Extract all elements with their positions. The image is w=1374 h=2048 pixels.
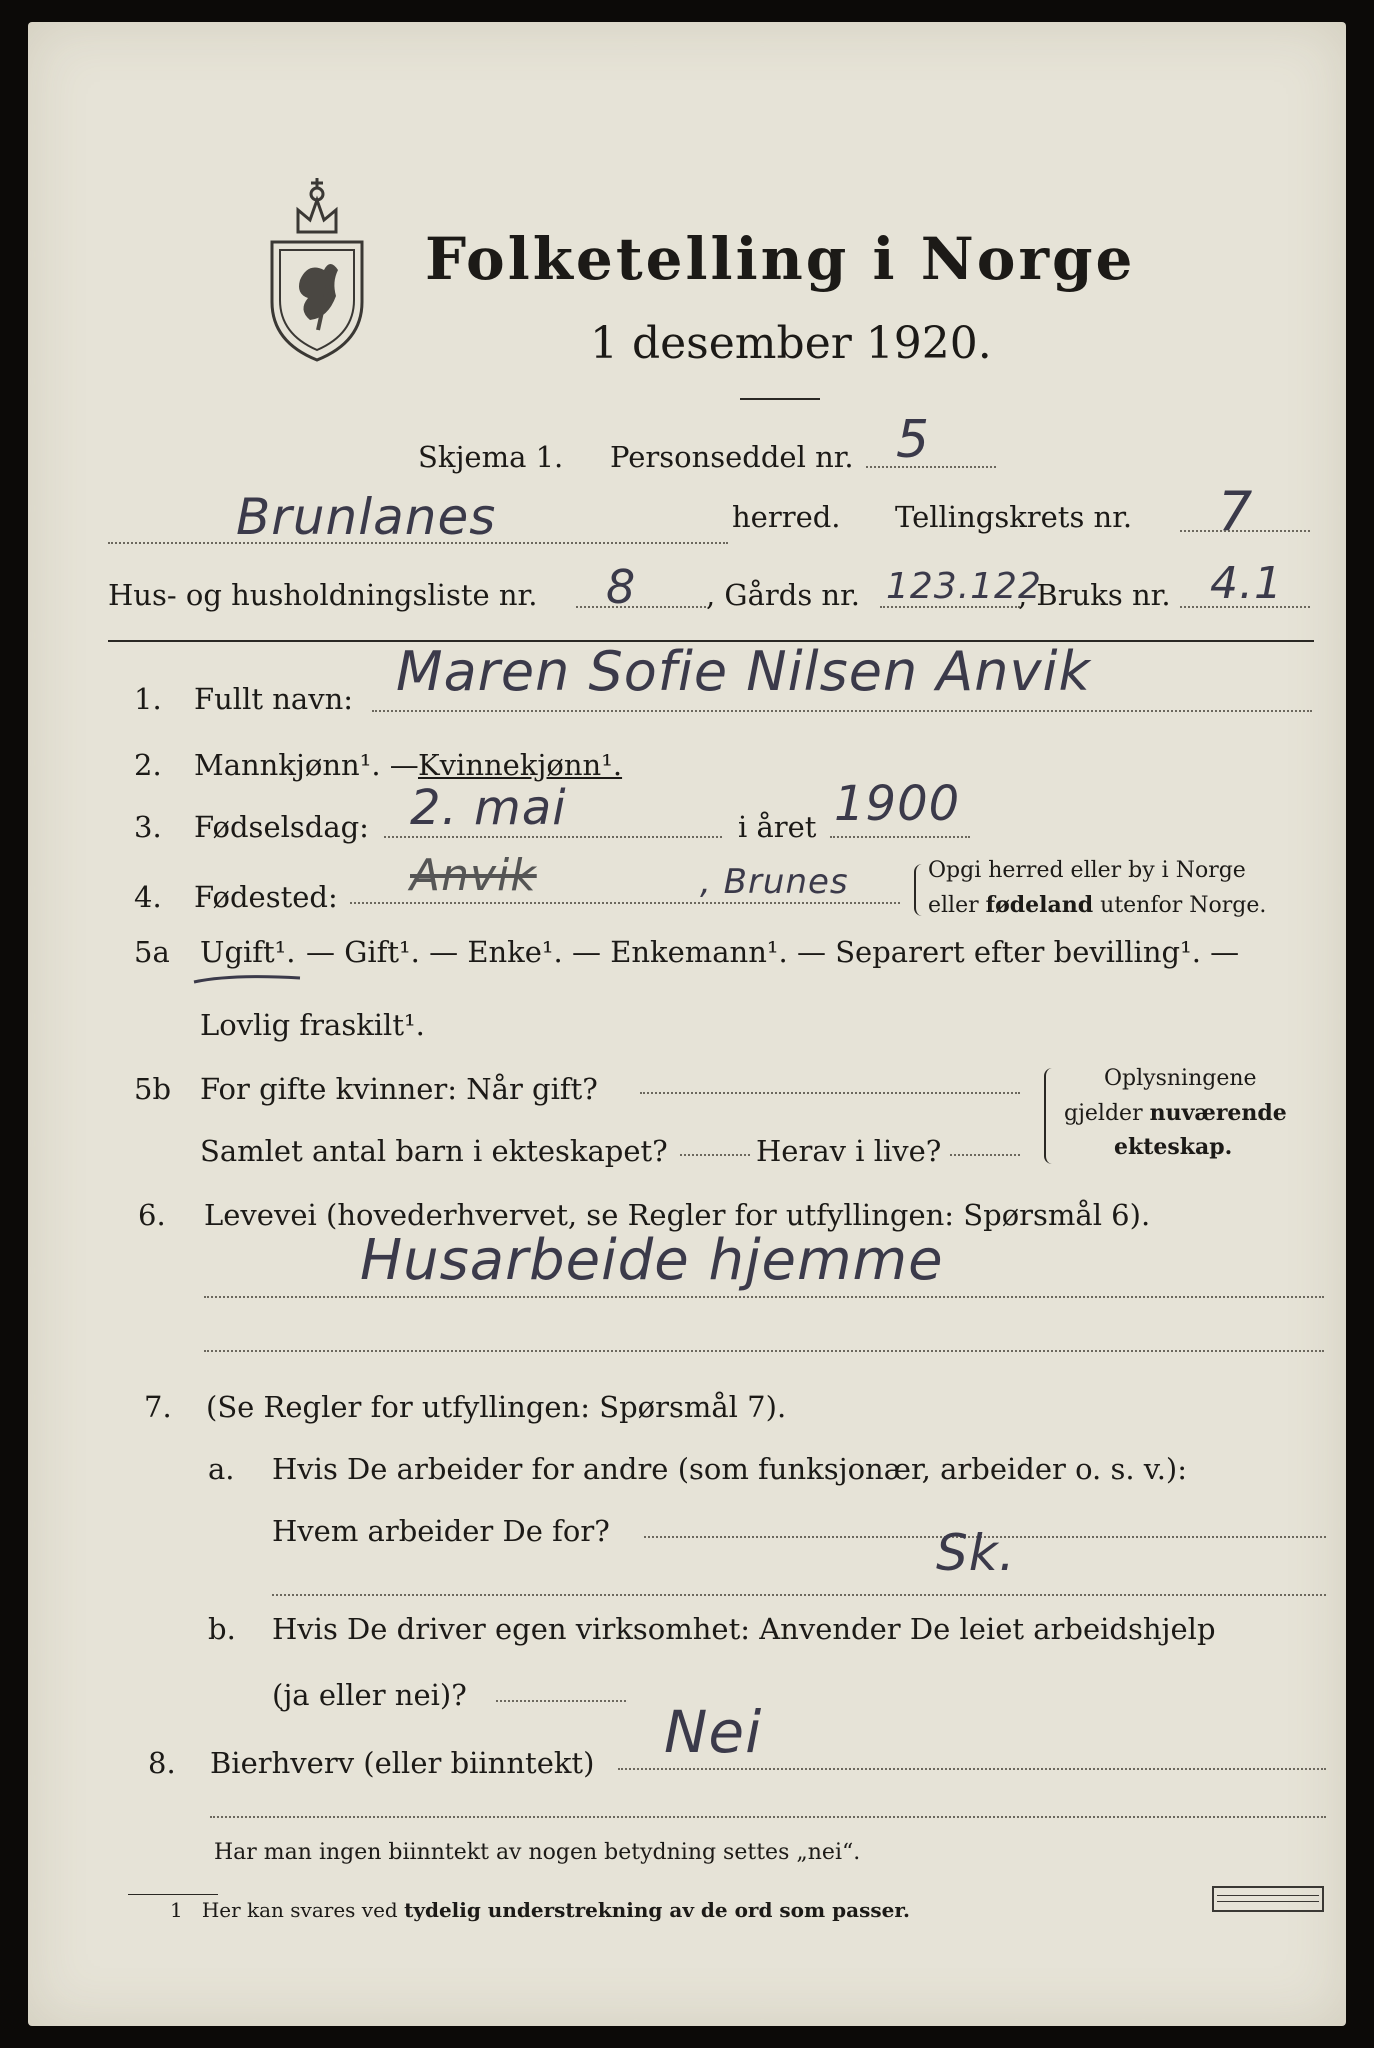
q7a-field-line-2 bbox=[272, 1594, 1326, 1596]
q5b-note-line2 bbox=[1064, 1100, 1287, 1126]
q7b-field-line bbox=[496, 1700, 626, 1702]
gards-label: , Gårds nr. bbox=[706, 578, 860, 612]
q4-note-emphasis: fødeland bbox=[985, 892, 1094, 918]
q2-female: Kvinnekjønn¹. bbox=[418, 748, 623, 782]
q2-male: Mannkjønn¹. — bbox=[194, 748, 419, 782]
q4-note-text: eller bbox=[928, 893, 979, 918]
q3-value: 2. mai bbox=[410, 780, 567, 836]
q4-brace bbox=[914, 864, 924, 916]
q4-field-line bbox=[350, 902, 900, 904]
note-nei: Har man ingen biinntekt av nogen betydning settes „nei“. bbox=[214, 1840, 861, 1865]
q4-number: 4. bbox=[134, 880, 162, 914]
q3-number: 3. bbox=[134, 810, 162, 844]
q8-value: Nei bbox=[664, 1698, 763, 1766]
footnote-text: Her kan svares ved bbox=[201, 1898, 398, 1922]
skjema-label: Skjema 1. bbox=[418, 440, 564, 474]
hus-label: Hus- og husholdningsliste nr. bbox=[108, 578, 538, 612]
footnote bbox=[170, 1898, 910, 1922]
footnote-number: 1 bbox=[170, 1898, 183, 1922]
footnote-rule bbox=[128, 1894, 218, 1895]
q5b-note-line1: Oplysningene bbox=[1104, 1066, 1257, 1091]
coat-of-arms-icon bbox=[258, 170, 376, 366]
q7-number: 7. bbox=[144, 1390, 172, 1424]
q1-label: Fullt navn: bbox=[194, 682, 354, 716]
q8-label: Bierhverv (eller biinntekt) bbox=[210, 1746, 595, 1780]
q5a-underline-mark bbox=[192, 972, 304, 986]
q7a-text: Hvis De arbeider for andre (som funksjonær, arbeider o. s. v.): bbox=[272, 1452, 1188, 1486]
personseddel-field-line bbox=[866, 466, 996, 468]
q4-struck-value: Anvik bbox=[410, 850, 537, 901]
q3-year-label: i året bbox=[738, 810, 817, 844]
q4-value: , Brunes bbox=[700, 862, 849, 902]
q7a-letter: a. bbox=[208, 1452, 235, 1486]
q5a-number: 5a bbox=[134, 935, 170, 969]
q5b-line2: Samlet antal barn i ekteskapet? bbox=[200, 1134, 668, 1168]
q7b-line2: (ja eller nei)? bbox=[272, 1678, 467, 1712]
q6-text: Levevei (hovederhvervet, se Regler for utfyllingen: Spørsmål 6). bbox=[204, 1198, 1151, 1232]
q4-note-line2 bbox=[928, 892, 1266, 918]
census-date: 1 desember 1920. bbox=[590, 318, 992, 369]
footnote-emphasis: tydelig understrekning av de ord som passer. bbox=[404, 1898, 910, 1922]
q6-number: 6. bbox=[138, 1198, 166, 1232]
q3-field-line bbox=[384, 836, 722, 838]
hus-value: 8 bbox=[606, 560, 637, 614]
title-divider bbox=[740, 398, 820, 400]
q7a-value: Sk. bbox=[936, 1524, 1016, 1582]
hus-field-line bbox=[576, 606, 706, 608]
q8-field-line-2 bbox=[210, 1816, 1326, 1818]
q4-label: Fødested: bbox=[194, 880, 338, 914]
q4-note-line1: Opgi herred eller by i Norge bbox=[928, 858, 1246, 883]
q8-number: 8. bbox=[148, 1746, 176, 1780]
q5b-alive-field-line bbox=[950, 1154, 1020, 1156]
bruks-value: 4.1 bbox=[1210, 558, 1283, 609]
personseddel-label: Personseddel nr. bbox=[610, 440, 854, 474]
tellingskrets-label: Tellingskrets nr. bbox=[895, 500, 1133, 534]
q5b-children-field-line bbox=[680, 1154, 750, 1156]
q5b-alive-label: Herav i live? bbox=[756, 1134, 942, 1168]
gards-value: 123.122 bbox=[886, 566, 1042, 607]
q5b-brace bbox=[1044, 1068, 1056, 1164]
q7b-letter: b. bbox=[208, 1612, 236, 1646]
printer-stamp bbox=[1212, 1886, 1324, 1912]
q7-text: (Se Regler for utfyllingen: Spørsmål 7). bbox=[206, 1390, 787, 1424]
q7a-line2: Hvem arbeider De for? bbox=[272, 1514, 610, 1548]
q8-field-line bbox=[618, 1768, 1326, 1770]
q6-field-line bbox=[204, 1296, 1324, 1298]
bruks-label: , Bruks nr. bbox=[1018, 578, 1171, 612]
q5b-married-field-line bbox=[640, 1092, 1020, 1094]
personseddel-value: 5 bbox=[896, 410, 931, 470]
q3-label: Fødselsdag: bbox=[194, 810, 369, 844]
q5a-line2: Lovlig fraskilt¹. bbox=[200, 1008, 425, 1042]
q6-value: Husarbeide hjemme bbox=[360, 1228, 944, 1293]
q5b-note-line3: ekteskap. bbox=[1114, 1134, 1233, 1160]
tellingskrets-value: 7 bbox=[1218, 480, 1254, 543]
q1-field-line bbox=[372, 710, 1312, 712]
herred-label: herred. bbox=[732, 500, 841, 534]
q7b-text: Hvis De driver egen virksomhet: Anvender De leiet arbeidshjelp bbox=[272, 1612, 1216, 1646]
q3-year-field-line bbox=[830, 836, 970, 838]
q5b-note-text: gjelder bbox=[1064, 1101, 1143, 1126]
q4-note-text-end: utenfor Norge. bbox=[1100, 893, 1267, 918]
q1-value: Maren Sofie Nilsen Anvik bbox=[396, 640, 1091, 703]
q5b-number: 5b bbox=[134, 1072, 172, 1106]
q5b-note-emphasis: nuværende bbox=[1149, 1100, 1287, 1126]
q1-number: 1. bbox=[134, 682, 162, 716]
q2-number: 2. bbox=[134, 748, 162, 782]
q5a-options: — Gift¹. — Enke¹. — Enkemann¹. — Separert efter bevilling¹. — bbox=[306, 935, 1240, 969]
q5b-line1: For gifte kvinner: Når gift? bbox=[200, 1072, 598, 1106]
herred-value: Brunlanes bbox=[236, 488, 497, 546]
q3-year-value: 1900 bbox=[834, 776, 961, 832]
q5a-ugift: Ugift¹. bbox=[200, 935, 296, 969]
q6-field-line-2 bbox=[204, 1350, 1324, 1352]
page-title: Folketelling i Norge bbox=[425, 225, 1136, 293]
